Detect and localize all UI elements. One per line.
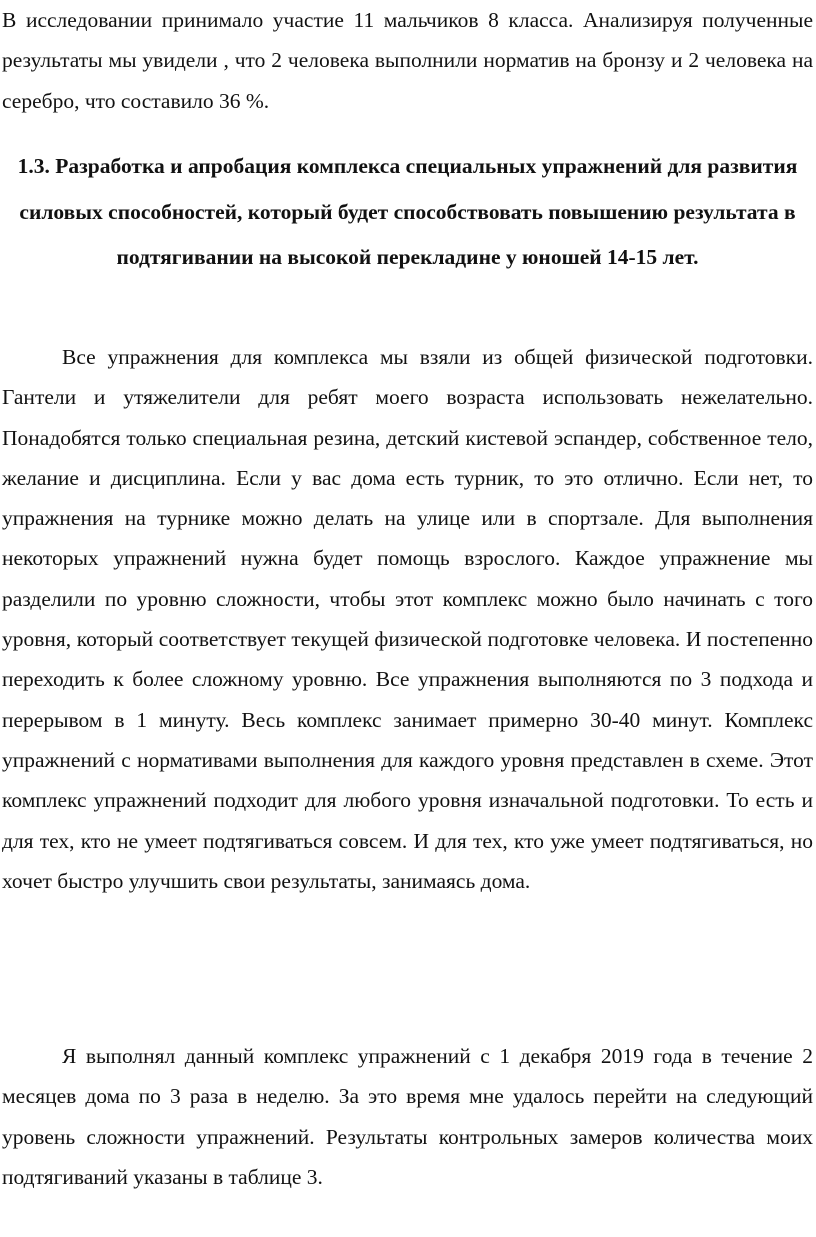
body-paragraph-exercises: Все упражнения для комплекса мы взяли из общей физической подготовки. Гантели и утяжелители для ребят моего возраста использовать нежелательно. Понадобятся только специальная резина, детский кистевой эспандер, собственное тело, желание и дисциплина. Если у вас дома есть турник, то это отлично. Если нет, то упражнения на турнике можно делать на улице или в спортзале. Для выполнения некоторых упражнений нужна будет помощь взрослого. Каждое упражнение мы разделили по уровню сложности, чтобы этот комплекс можно было начинать с того уровня, который соответствует текущей физической подготовке человека. И постепенно переходить к более сложному уровню. Все упражнения выполняются по 3 подхода и перерывом в 1 минуту. Весь комплекс занимает примерно 30-40 минут. Комплекс упражнений с нормативами выполнения для каждого уровня представлен в схеме. Этот комплекс упражнений подходит для любого уровня изначальной подготовки. То есть и для тех, кто не умеет подтягиваться совсем. И для тех, кто уже умеет подтягиваться, но хочет быстро улучшить свои результаты, занимаясь дома. [2, 345, 813, 893]
section-heading: 1.3. Разработка и апробация комплекса специальных упражнений для развития силовых способностей, который будет способствовать повышению результата в подтягивании на высокой перекладине у юношей 14-15 лет. [17, 154, 798, 270]
body-paragraph-results: Я выполнял данный комплекс упражнений с 1 декабря 2019 года в течение 2 месяцев дома по 3 раза в неделю. За это время мне удалось перейти на следующий уровень сложности упражнений. Результаты контрольных замеров количества моих подтягиваний указаны в таблице 3. [2, 1044, 813, 1189]
intro-paragraph: В исследовании принимало участие 11 мальчиков 8 класса. Анализируя полученные результаты мы увидели , что 2 человека выполнили норматив на бронзу и 2 человека на серебро, что составило 36 %. [2, 8, 813, 113]
